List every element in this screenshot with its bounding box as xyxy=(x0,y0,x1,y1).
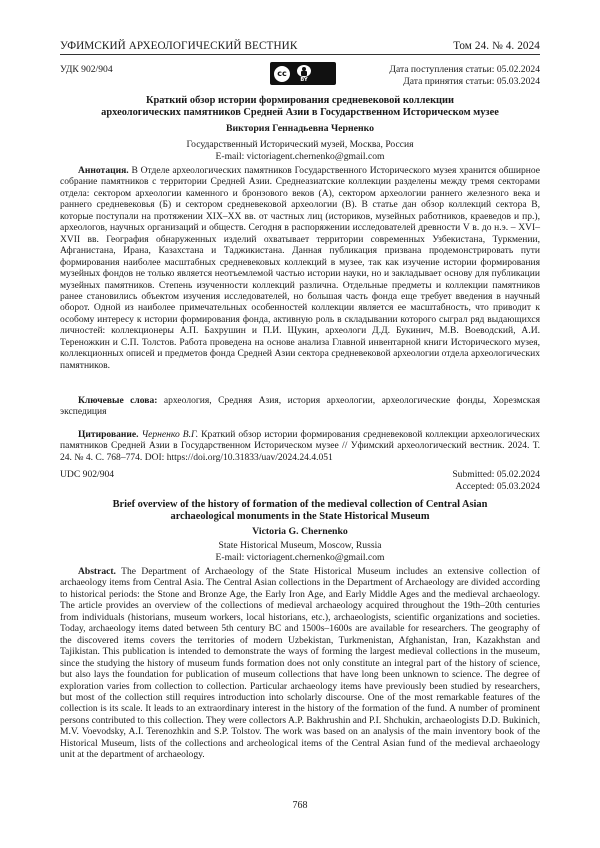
by-label: BY xyxy=(300,76,308,83)
ru-received-date: Дата поступления статьи: 05.02.2024 xyxy=(389,64,540,75)
en-udc: UDC 902/904 xyxy=(60,469,115,480)
en-abstract xyxy=(60,566,540,761)
en-abstract-text: The Department of Archaeology of the State Historical Museum includes an extensive collection of archaeology items from Central Asia. The Central Asian collections in the Department of Archaeology are divided according to historical periods: the Stone and Bronze Age, the Early Iron Age, and Early Middle Ages and the medieval archaeology. The article provides an overview of the collections of medieval archaeology acquired throughout the 19th–20th centuries from individuals (historians, museum workers, local historians, etc.), archaeologists, scientific organizations and societies. Today, archaeology items dated between 5th century BC and 1500s–1600s are available for researchers. The geography of the discovered items covers the territories of modern Uzbekistan, Turkmenistan, Afghanistan, Iran, Kazakhstan and Tajikistan. This publication is intended to demonstrate the ways of forming the largest medieval collections in the museum, since the studying the history of museum funds formation does not only constitute an integral part of the history of science, but also lays the foundation for publication of museum collections that have long been unknown to science. The degree of exploration varies from collection to collection. Particular archaeology items have previously been studied by researchers, but most of the collection still requires introduction into scholarly discourse. One of the most remarkable features of the collection is its scale. It leads to an extraordinary interest in the history of the formation of the fund. A number of prominent persons contributed to this collection. They were collectors A.P. Bakhrushin and P.I. Shchukin, archaeologists D.D. Bukinich, M.V. Voevodsky, A.I. Terenozhkin and S.P. Tolstov. The work was based on an analysis of the main inventory book of the Historical Museum, lists of the collections and archeological items of the Central Asian fund of the medieval archaeology unit at the department of archaeology. xyxy=(60,566,540,761)
en-meta-line xyxy=(60,469,540,493)
ru-citation xyxy=(60,429,540,463)
en-email[interactable]: E-mail: victoriagent.chernenko@gmail.com xyxy=(215,551,385,563)
ru-keywords-text: археология, Средняя Азия, история археологии, археологические фонды, Хорезмская экспедиция xyxy=(60,395,540,418)
ru-citation-author: Черненко В.Г. xyxy=(138,429,199,440)
volume-info: Том 24. № 4. 2024 xyxy=(453,40,540,52)
en-submitted-date: Submitted: 05.02.2024 xyxy=(452,469,540,480)
cc-by-license-badge[interactable] xyxy=(270,62,336,85)
attribution-icon xyxy=(294,65,314,83)
en-title-line: archaeological monuments in the State Historical Museum xyxy=(170,511,430,523)
en-author: Victoria G. Chernenko xyxy=(252,526,348,537)
ru-citation-text: Краткий обзор истории формирования средневековой коллекции археологических памятников Средней Азии в Государственном Историческом музее // Уфимский археологический вестник. 2024. Т. 24. № 4. С. 768–774. DOI: https://doi.org/10.31833/uav/2024.24.4.051 xyxy=(60,429,541,463)
ru-title-line: Краткий обзор истории формирования средневековой коллекции xyxy=(145,95,455,106)
ru-dates xyxy=(389,64,540,87)
ru-abstract-text: В Отделе археологических памятников Государственного Исторического музея хранится обширное собрание памятников с территории Средней Азии. Среднеазиатские коллекции разделены между тремя секторами отдела: сектором археологии каменного и бронзового веков (А), сектором археологии раннего железного века и раннего средневековья (Б) и сектором средневековой археологии (В). В статье дан обзор коллекций сектора В, которые поступали на протяжении XIX–XX вв. от частных лиц (историков, музейных работников, краеведов и пр.), археологов, научных организаций и обществ. Сегодня в распоряжении исследователей древности V в. до н.э. – XVI–XVII вв. География обнаруженных изделий охватывает территории современных Узбекистана, Туркмении, Афганистана, Ирана, Казахстана и Таджикистана. Данная публикация призвана продемонстрировать пути формирования наиболее масштабных средневековых коллекций в музее, так как изучение истории формирования музейных фондов не только является неотъемлемой частью истории науки, но и закладывает основу для публикации музейных памятников. Степень изученности коллекций различна. Отдельные предметы и коллекции памятников ранее становились объектом изучения исследователей, но большая часть фонда еще требует введения в научный оборот. Одной из наиболее примечательных особенностей коллекции является ее масштабность, что приводит к особому интересу к истории формирования фонда, активную роль в складывании которого сыграл ряд выдающихся личностей: коллекционеры А.П. Бахрушин и П.И. Щукин, археологи Д.Д. Букинич, М.В. Воеводский, А.И. Тереножкин и С.П. Толстов. Работа проведена на основе анализа Главной инвентарной книги Исторического музея, коллекционных описей и предметов фонда Средней Азии сектора средневековой археологии отдела археологических памятников. xyxy=(60,165,540,371)
en-affiliation: State Historical Museum, Moscow, Russia xyxy=(218,540,382,551)
page-number: 768 xyxy=(292,800,308,811)
ru-keywords-label: Ключевые слова: xyxy=(78,395,158,406)
ru-title xyxy=(60,95,540,119)
person-icon xyxy=(297,65,311,77)
ru-udc: УДК 902/904 xyxy=(60,64,113,75)
en-title-line: Brief overview of the history of formation of the medieval collection of Central Asian xyxy=(112,499,488,510)
journal-name: УФИМСКИЙ АРХЕОЛОГИЧЕСКИЙ ВЕСТНИК xyxy=(60,40,298,52)
en-accepted-date: Accepted: 05.03.2024 xyxy=(455,480,540,492)
ru-abstract xyxy=(60,165,540,371)
ru-keywords xyxy=(60,395,540,418)
ru-accepted-date: Дата принятия статьи: 05.03.2024 xyxy=(403,75,540,87)
ru-email[interactable]: E-mail: victoriagent.chernenko@gmail.com xyxy=(215,150,385,162)
ru-abstract-label: Аннотация. xyxy=(78,165,129,176)
en-dates xyxy=(452,469,540,492)
creative-commons-icon: cc xyxy=(273,65,291,83)
ru-affiliation-block xyxy=(60,139,540,162)
ru-affiliation: Государственный Исторический музей, Москва, Россия xyxy=(186,139,414,150)
running-head xyxy=(60,40,540,55)
en-affiliation-block xyxy=(60,540,540,563)
en-title xyxy=(60,499,540,523)
ru-citation-label: Цитирование. xyxy=(78,429,139,440)
ru-author: Виктория Геннадьевна Черненко xyxy=(225,123,375,134)
en-abstract-label: Abstract. xyxy=(78,566,116,577)
ru-meta-line xyxy=(60,62,540,92)
ru-title-line: археологических памятников Средней Азии в Государственном Историческом музее xyxy=(101,107,499,119)
